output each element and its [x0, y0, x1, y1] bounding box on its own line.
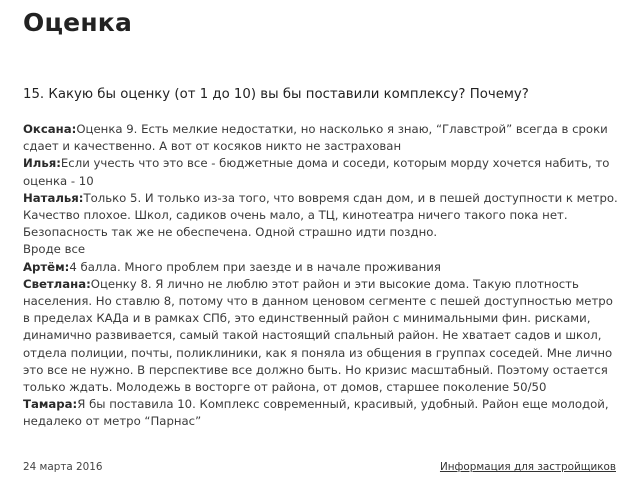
answer-tamara: [23, 396, 623, 430]
publish-date: 24 марта 2016: [23, 461, 103, 473]
answers-list: [23, 121, 623, 431]
answer-text: Только 5. И только из-за того, что вовремя сдан дом, и в пешей доступности к метро. Качество плохое. Школ, садиков очень мало, а ТЦ, кинотеатра ничего такого пока нет. Безопасность так же не обеспечена. Одной страшно идти поздно.: [23, 190, 618, 240]
answer-text: Я бы поставила 10. Комплекс современный, красивый, удобный. Район еще молодой, недалеко от метро “Парнас”: [23, 397, 609, 429]
answer-author: Илья:: [23, 156, 61, 171]
answer-svetlana: [23, 276, 623, 396]
answer-ilya: [23, 155, 623, 189]
answer-text: Оценка 9. Есть мелкие недостатки, но насколько я знаю, “Главстрой” всегда в сроки сдает и качественно. А вот от косяков никто не застрахован: [23, 122, 608, 154]
developer-info-link[interactable]: Информация для застройщиков: [439, 461, 616, 473]
answer-artyom: [23, 259, 623, 276]
answer-text: 4 балла. Много проблем при заезде и в начале проживания: [69, 259, 441, 274]
question-text: 15. Какую бы оценку (от 1 до 10) вы бы поставили комплексу? Почему?: [23, 87, 529, 102]
answer-oksana: [23, 121, 623, 155]
answer-author: Светлана:: [23, 276, 91, 291]
answer-natalya: [23, 190, 623, 242]
answer-author: Тамара:: [23, 397, 78, 412]
answer-text: Если учесть что это все - бюджетные дома и соседи, которым морду хочется набить, то оценка - 10: [23, 156, 610, 188]
answer-author: Артём:: [23, 259, 70, 274]
answer-author: Оксана:: [23, 122, 77, 136]
answer-text: Оценку 8. Я лично не люблю этот район и эти высокие дома. Такую плотность населения. Но ставлю 8, потому что в данном ценовом сегменте с пешей доступностью метро в пределах КАДа и в рамках СПб, это единственный район с минимальными фин. рисками, динамично развивается, самый такой настоящий спальный район. Не хватает садов и школ, отдела полиции, почты, поликлиники, как я поняла из общения в группах соседей. Мне лично это все не нужно. В перспективе все должно быть. Но кризис масштабный. Поэтому остается только ждать. Молодежь в восторге от района, от домов, старшее поколение 50/50: [23, 276, 613, 395]
answer-natalya-extra: Вроде все: [23, 242, 86, 257]
article-footer: [23, 458, 616, 476]
answer-author: Наталья:: [23, 190, 84, 205]
section-heading: Оценка: [23, 8, 133, 37]
